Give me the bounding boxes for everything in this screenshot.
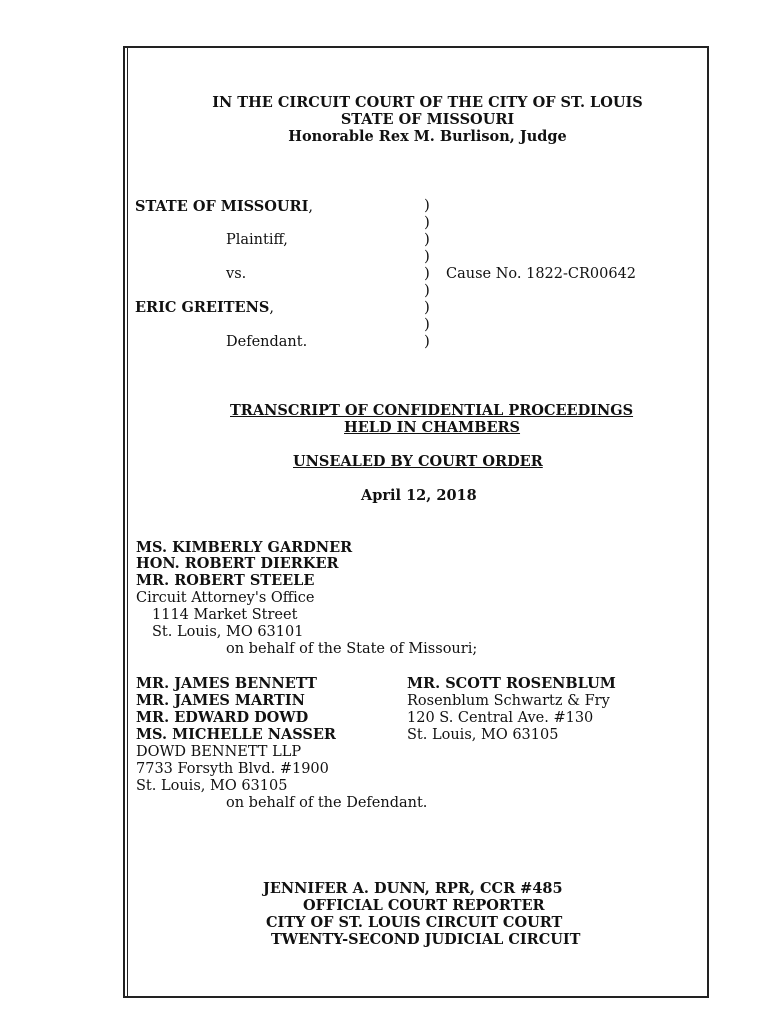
defense-attorney-name-right: MR. SCOTT ROSENBLUM [407, 675, 616, 692]
defendant-name: ERIC GREITENS [135, 299, 270, 316]
state-attorney-name: HON. ROBERT DIERKER [136, 555, 339, 572]
caption-paren: ) [424, 196, 430, 214]
plaintiff-name: STATE OF MISSOURI [135, 198, 309, 215]
defense-firm-right: Rosenblum Schwartz & Fry [407, 693, 610, 709]
caption-paren: ) [424, 247, 430, 265]
reporter-court: CITY OF ST. LOUIS CIRCUIT COURT [266, 914, 563, 931]
defendant-role: Defendant. [226, 334, 308, 350]
unsealed-notice: UNSEALED BY COURT ORDER [293, 453, 543, 470]
defense-behalf: on behalf of the Defendant. [226, 795, 428, 811]
court-state: STATE OF MISSOURI [340, 111, 515, 128]
caption-paren: ) [424, 264, 430, 282]
defendant-line [135, 301, 274, 316]
title-line-2: HELD IN CHAMBERS [344, 419, 521, 436]
state-office: Circuit Attorney's Office [136, 590, 315, 606]
caption-paren: ) [424, 230, 430, 248]
caption-paren: ) [424, 298, 430, 316]
defense-attorney-name: MR. EDWARD DOWD [136, 709, 309, 726]
defense-firm-city: St. Louis, MO 63105 [136, 778, 288, 794]
defense-firm-right-street: 120 S. Central Ave. #130 [407, 710, 594, 726]
caption-paren: ) [424, 281, 430, 299]
plaintiff-role: Plaintiff, [226, 232, 288, 248]
reporter-title: OFFICIAL COURT REPORTER [303, 897, 545, 914]
page-border-inner-line [127, 46, 128, 998]
state-office-street: 1114 Market Street [152, 607, 298, 623]
state-office-city: St. Louis, MO 63101 [152, 624, 304, 640]
plaintiff-line [135, 200, 313, 215]
title-line-1: TRANSCRIPT OF CONFIDENTIAL PROCEEDINGS [230, 402, 634, 419]
court-name: IN THE CIRCUIT COURT OF THE CITY OF ST. LOUIS [212, 94, 643, 111]
judge-name: Honorable Rex M. Burlison, Judge [288, 128, 567, 145]
caption-paren: ) [424, 332, 430, 350]
defense-firm: DOWD BENNETT LLP [136, 744, 302, 760]
page-border [123, 46, 709, 998]
caption-paren: ) [424, 315, 430, 333]
defendant-comma: , [269, 300, 274, 316]
defense-attorney-name: MR. JAMES BENNETT [136, 675, 317, 692]
state-attorney-name: MR. ROBERT STEELE [136, 572, 315, 589]
state-attorney-name: MS. KIMBERLY GARDNER [136, 539, 353, 556]
plaintiff-comma: , [308, 199, 313, 215]
cause-number: Cause No. 1822-CR00642 [446, 266, 637, 282]
defense-firm-right-city: St. Louis, MO 63105 [407, 727, 559, 743]
defense-firm-street: 7733 Forsyth Blvd. #1900 [136, 761, 329, 777]
state-behalf: on behalf of the State of Missouri; [226, 641, 478, 657]
defense-attorney-name: MR. JAMES MARTIN [136, 692, 305, 709]
caption-paren: ) [424, 213, 430, 231]
reporter-name: JENNIFER A. DUNN, RPR, CCR #485 [263, 880, 563, 897]
defense-attorney-name: MS. MICHELLE NASSER [136, 726, 336, 743]
versus: vs. [226, 266, 247, 282]
reporter-circuit: TWENTY-SECOND JUDICIAL CIRCUIT [271, 931, 581, 948]
hearing-date: April 12, 2018 [361, 487, 477, 504]
